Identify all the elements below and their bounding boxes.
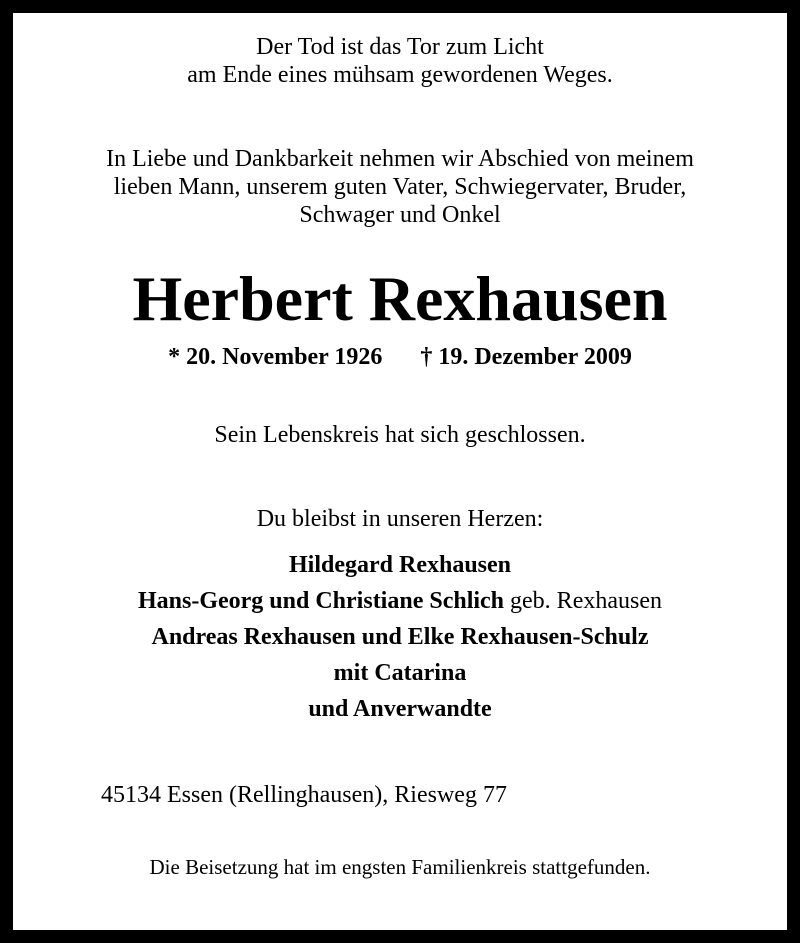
- death-date: 19. Dezember 2009: [438, 344, 632, 370]
- deceased-name: Herbert Rexhausen: [132, 263, 668, 334]
- remain-line: Du bleibst in unseren Herzen:: [256, 506, 544, 532]
- mourner-line-5: und Anverwandte: [308, 696, 492, 722]
- intro-line-1: In Liebe und Dankbarkeit nehmen wir Abschied von meinem: [106, 146, 694, 172]
- motto-line-1: Der Tod ist das Tor zum Licht: [256, 34, 544, 60]
- burial-notice: Die Beisetzung hat im engsten Familienkreis stattgefunden.: [149, 855, 651, 879]
- mourner-line-1: Hildegard Rexhausen: [288, 552, 512, 578]
- birth-star-icon: *: [168, 344, 181, 370]
- mourner-line-3: Andreas Rexhausen und Elke Rexhausen-Schulz: [151, 624, 649, 650]
- motto-line-2: am Ende eines mühsam gewordenen Weges.: [187, 62, 613, 88]
- life-dates: [13, 343, 787, 371]
- mourner-line-2: [13, 587, 787, 615]
- intro-line-2: lieben Mann, unserem guten Vater, Schwiegervater, Bruder,: [113, 174, 687, 200]
- mourner-line-2-maiden: geb. Rexhausen: [504, 588, 662, 614]
- birth-date: 20. November 1926: [186, 344, 383, 370]
- mourner-line-2-names: Hans-Georg und Christiane Schlich: [137, 588, 505, 614]
- mourner-line-4: mit Catarina: [333, 660, 467, 686]
- quote: Sein Lebenskreis hat sich geschlossen.: [214, 422, 586, 448]
- intro-line-3: Schwager und Onkel: [299, 202, 501, 228]
- death-cross-icon: †: [420, 344, 433, 370]
- address: 45134 Essen (Rellinghausen), Riesweg 77: [101, 782, 507, 808]
